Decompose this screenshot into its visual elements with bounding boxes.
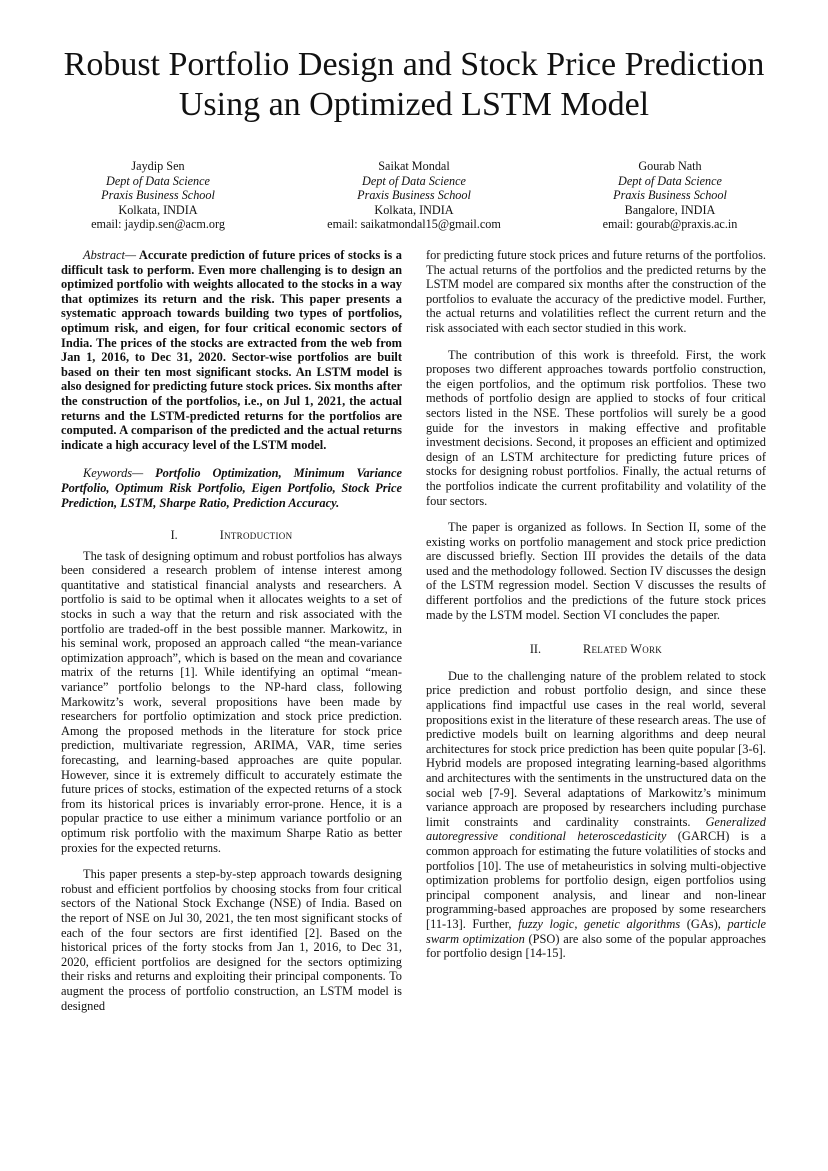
author-email: email: jaydip.sen@acm.org (91, 217, 225, 232)
emphasis: genetic algorithms (584, 916, 681, 931)
left-column (61, 248, 402, 1013)
emphasis: fuzzy logic (518, 916, 575, 931)
author-2 (286, 159, 542, 232)
author-block (30, 159, 798, 232)
title-line-2: Using an Optimized LSTM Model (178, 86, 650, 123)
author-email: email: saikatmondal15@gmail.com (327, 217, 501, 232)
paragraph: for predicting future stock prices and future returns of the portfolios. The actual returns of the portfolios and the predicted returns by the LSTM model are compared six months after the construction of the portfolios to evaluate the accuracy of the predictive model. Further, the actual returns and volatilities reflect the current return and the risk associated with each sector studied in this work. (426, 248, 766, 335)
author-city: Bangalore, INDIA (624, 202, 716, 217)
paragraph: The task of designing optimum and robust portfolios has always been considered a research problem of intense interest among quantitative and statistical financial analysts and researchers. A portfolio is said to be optimal when it allocates weights to a set of stocks in such a way that the return and risk associated with the portfolio are traded-off in the best possible manner. Markowitz, in his seminal work, proposed an approach called “the mean-variance optimization approach”, which is based on the mean and covariance matrix of the returns [1]. While identifying an optimal “mean-variance” portfolio belongs to the NP-hard class, following Markowitz’s work, several propositions have been made by researchers for portfolio optimization and stock price prediction. Among the proposed methods in the literature for stock price prediction, multivariate regression, ARIMA, VAR, time series forecasting, and learning-based approaches are quite popular. However, since it is extremely difficult to accurately estimate the future prices of stocks, estimation of the expected returns of a stock from its historical prices is invariably error-prone. Hence, it is a popular practice to use either a minimum variance portfolio or an optimum risk portfolio with the maximum Sharpe Ratio as better proxies for the expected returns. (61, 548, 402, 855)
section-heading-introduction (61, 528, 402, 543)
section-heading-related-work (426, 642, 766, 657)
author-school: Praxis Business School (101, 188, 215, 203)
keywords-text: Portfolio Optimization, Minimum Variance Portfolio, Optimum Risk Portfolio, Eigen Portfolio, Stock Price Prediction, LSTM, Sharpe Ratio, Prediction Accuracy. (61, 466, 402, 510)
author-name: Jaydip Sen (131, 159, 185, 173)
paragraph: The contribution of this work is threefold. First, the work proposes two different approaches towards portfolio construction, the eigen portfolios, and the optimum risk portfolios. These two methods of portfolio design are applied to stocks of four critical sectors listed in the NSE. These portfolios will surely be a good guide for the investors in making effective and profitable investment decisions. Second, it proposes an efficient and optimized design of an LSTM architecture for predicting future prices of stocks for designing robust portfolios. Finally, the actual returns of the portfolios indicate the current profitability and volatility of the four sectors. (426, 347, 766, 508)
section-title: Related Work (583, 642, 663, 657)
author-name: Saikat Mondal (378, 159, 450, 173)
author-city: Kolkata, INDIA (374, 202, 454, 217)
keywords-label: Keywords— (83, 466, 144, 481)
author-name: Gourab Nath (638, 159, 702, 173)
author-school: Praxis Business School (357, 188, 471, 203)
paragraph: This paper presents a step-by-step approach towards designing robust and efficient portfolios by choosing stocks from four critical sectors of the National Stock Exchange (NSE) of India. Based on the report of NSE on Jul 30, 2021, the ten most significant stocks of each of the four sectors are first identified [2]. Based on the historical prices of the forty stocks from Jan 1, 2016, to Dec 31, 2020, efficient portfolios are designed for the sectors optimizing their risks and returns and exploiting their principal components. To augment the process of portfolio construction, an LSTM model is designed (61, 867, 402, 1013)
emphasis: particle swarm optimization (426, 916, 767, 946)
text-run: , (574, 916, 585, 931)
abstract-label: Abstract— (83, 248, 137, 262)
title-line-1: Robust Portfolio Design and Stock Price Prediction (63, 46, 765, 83)
author-dept: Dept of Data Science (362, 173, 466, 188)
text-run: (GAs), (680, 916, 728, 931)
text-run: (PSO) are also some of the popular approaches for portfolio design [14-15]. (426, 931, 766, 961)
abstract-text: Accurate prediction of future prices of stocks is a difficult task to perform. Even more challenging is to design an optimized portfolio with weights allocated to the stocks in a way that optimizes its return and the risk. This paper presents a systematic approach towards building two types of portfolios, optimum risk, and eigen, for four critical economic sectors of India. The prices of the stocks are extracted from the web from Jan 1, 2016, to Dec 31, 2020. Sector-wise portfolios are built based on their ten most significant stocks. An LSTM model is also designed for predicting future stock prices. Six months after the construction of the portfolios, i.e., on Jul 1, 2021, the actual returns and the LSTM-predicted returns for the portfolios are computed. A comparison of the predicted and the actual returns indicate a high accuracy level of the LSTM model. (61, 248, 402, 452)
text-run: (GARCH) is a common approach for estimating the future volatilities of stocks and portfolios [10]. The use of metaheuristics in solving multi-objective optimization problems for portfolio design, eigen portfolios using principal component analysis, and linear and non-linear programming-based approaches are proposed by some researchers [11-13]. Further, (426, 829, 766, 931)
keywords (61, 466, 402, 510)
paragraph: The paper is organized as follows. In Section II, some of the existing works on portfolio management and stock price prediction are discussed briefly. Section III provides the details of the data used and the methodology followed. Section IV discusses the design of the LSTM regression model. Section V discusses the results of different portfolios and the predictions of the future stock prices made by the LSTM model. Section VI concludes the paper. (426, 520, 766, 622)
section-title: Introduction (219, 528, 293, 543)
paragraph (426, 669, 766, 961)
emphasis: Generalized autoregressive conditional heteroscedasticity (426, 814, 766, 844)
author-school: Praxis Business School (613, 188, 727, 203)
author-city: Kolkata, INDIA (118, 202, 198, 217)
paper-title (40, 45, 788, 125)
author-email: email: gourab@praxis.ac.in (602, 217, 738, 232)
author-dept: Dept of Data Science (618, 173, 722, 188)
author-dept: Dept of Data Science (106, 173, 210, 188)
section-number: II. (529, 642, 542, 657)
abstract (61, 248, 402, 452)
section-number: I. (170, 528, 178, 543)
text-run: Due to the challenging nature of the problem related to stock price prediction and robust portfolio design, and since these applications find impactful use cases in the real world, several propositions exist in the literature of these research areas. The use of predictive models built on learning algorithms and deep neural architectures for stock price prediction has been quite popular [3-6]. Hybrid models are proposed integrating learning-based algorithms and architectures with the sentiments in the unstructured data on the social web [7-9]. Several adaptations of Markowitz’s minimum variance approach are proposed by researchers including purchase limit constraints and cardinality constraints. (426, 668, 766, 829)
author-3 (542, 159, 798, 232)
author-1 (30, 159, 286, 232)
right-column (426, 248, 766, 961)
